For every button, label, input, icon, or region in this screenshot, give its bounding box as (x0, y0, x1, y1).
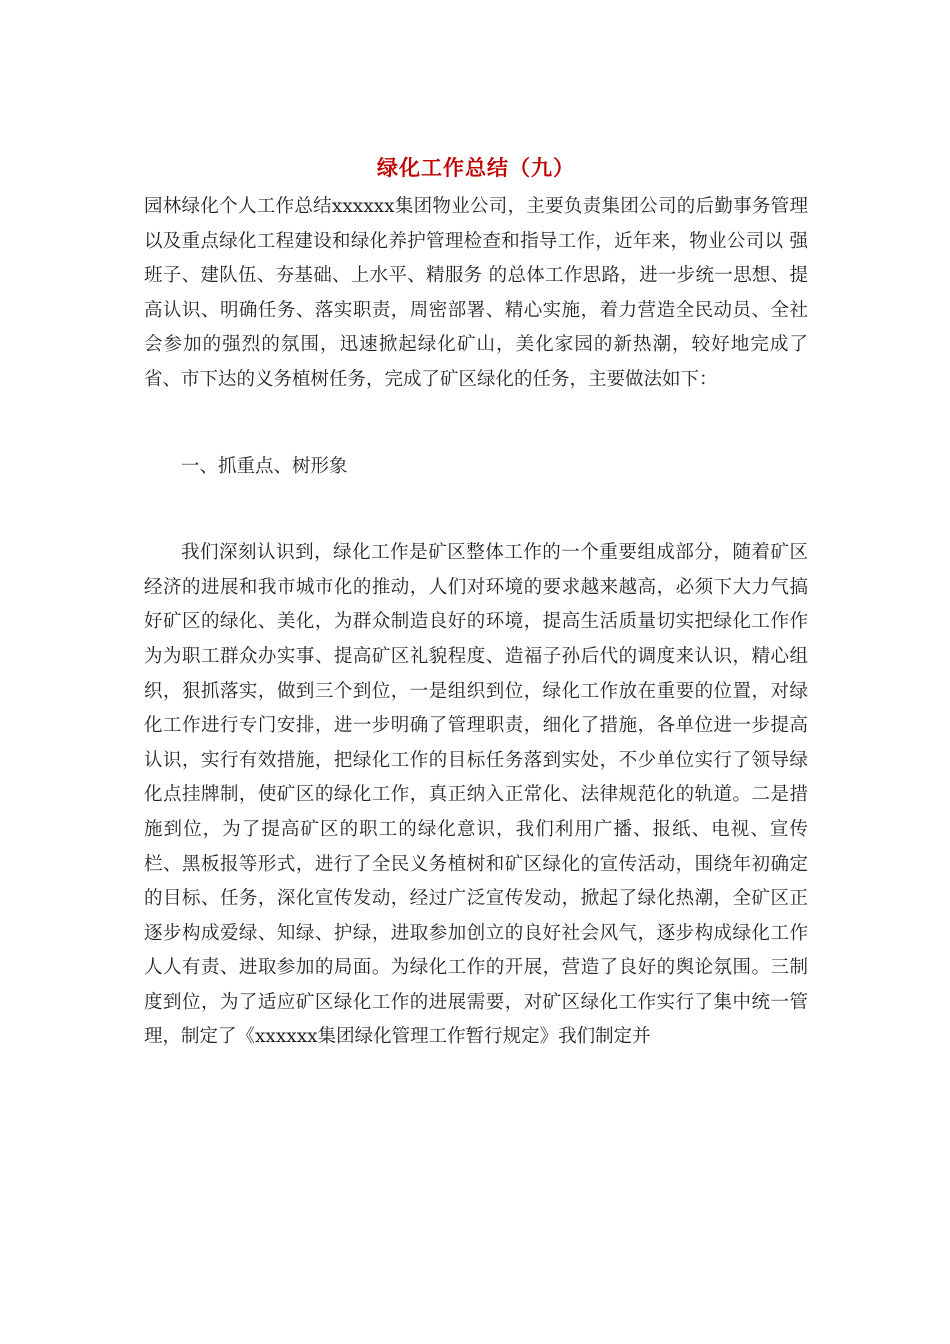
body-paragraph: 我们深刻认识到，绿化工作是矿区整体工作的一个重要组成部分，随着矿区经济的进展和我市城市化的推动，人们对环境的要求越来越高，必须下大力气搞好矿区的绿化、美化，为群众制造良好的环境，提高生活质量切实把绿化工作作为为职工群众办实事、提高矿区礼貌程度、造福子孙后代的调度来认识，精心组织，狠抓落实，做到三个到位，一是组织到位，绿化工作放在重要的位置，对绿化工作进行专门安排，进一步明确了管理职责，细化了措施，各单位进一步提高认识，实行有效措施，把绿化工作的目标任务落到实处，不少单位实行了领导绿化点挂牌制，使矿区的绿化工作，真正纳入正常化、法律规范化的轨道。二是措施到位，为了提高矿区的职工的绿化意识，我们利用广播、报纸、电视、宣传栏、黑板报等形式，进行了全民义务植树和矿区绿化的宣传活动，围绕年初确定的目标、任务，深化宣传发动，经过广泛宣传发动，掀起了绿化热潮，全矿区正逐步构成爱绿、知绿、护绿，进取参加创立的良好社会风气，逐步构成绿化工作人人有责、进取参加的局面。为绿化工作的开展，营造了良好的舆论氛围。三制度到位，为了适应矿区绿化工作的进展需要，对矿区绿化工作实行了集中统一管理，制定了《xxxxxx集团绿化管理工作暂行规定》我们制定并 (144, 542, 808, 1048)
intro-paragraph: 园林绿化个人工作总结xxxxxx集团物业公司，主要负责集团公司的后勤事务管理以及重点绿化工程建设和绿化养护管理检查和指导工作，近年来，物业公司以 强班子、建队伍、夯基础、上水平、精服务 的总体工作思路，进一步统一思想、提高认识、明确任务、落实职责，周密部署、精心实施，着力营造全民动员、全社会参加的强烈的氛围，迅速掀起绿化矿山，美化家园的新热潮，较好地完成了省、市下达的义务植树任务，完成了矿区绿化的任务，主要做法如下： (144, 196, 808, 390)
document-content (144, 148, 808, 1055)
section-heading: 一、抓重点、树形象 (181, 455, 348, 477)
spacer (144, 484, 808, 536)
document-title: 绿化工作总结（九） (377, 156, 575, 180)
spacer (144, 398, 808, 450)
